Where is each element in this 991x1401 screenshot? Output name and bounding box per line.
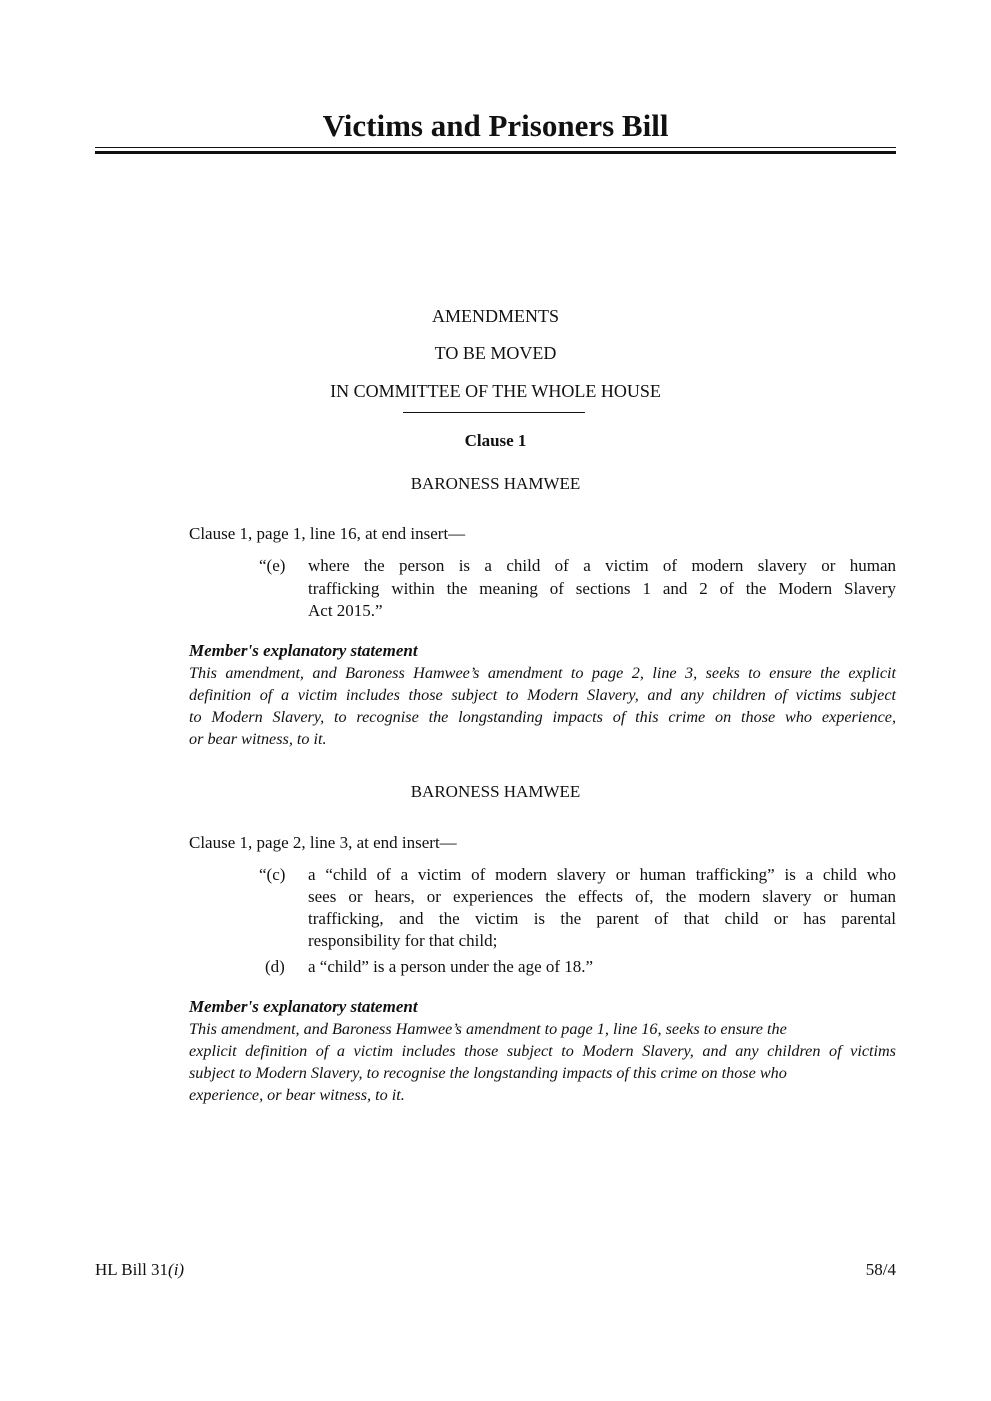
- item-label: “(e): [259, 556, 286, 575]
- statement-line: definition of a victim includes those subject to Modern Slavery, and any children of victims subject: [189, 686, 896, 704]
- title-rule: [95, 147, 896, 148]
- member-name: BARONESS HAMWEE: [410, 474, 581, 493]
- statement-line: experience, or bear witness, to it.: [189, 1086, 405, 1104]
- amendment-instruction: Clause 1, page 2, line 3, at end insert—: [189, 833, 457, 852]
- item-line: trafficking, and the victim is the parent of that child or has parental: [308, 909, 896, 928]
- statement-line: This amendment, and Baroness Hamwee’s amendment to page 2, line 3, seeks to ensure the explicit: [189, 664, 896, 682]
- statement-heading: Member's explanatory statement: [189, 997, 418, 1016]
- item-label: (d): [265, 957, 285, 976]
- statement-line: or bear witness, to it.: [189, 730, 327, 748]
- item-line: Act 2015.”: [308, 601, 383, 620]
- heading-amendments: AMENDMENTS: [431, 306, 559, 326]
- item-line: a “child” is a person under the age of 18.”: [308, 957, 594, 976]
- amendment-instruction: Clause 1, page 1, line 16, at end insert—: [189, 524, 466, 543]
- item-line: where the person is a child of a victim of modern slavery or human: [308, 556, 896, 575]
- document-title: Victims and Prisoners Bill: [322, 108, 669, 143]
- item-label: “(c): [259, 865, 286, 884]
- statement-line: to Modern Slavery, to recognise the longstanding impacts of this crime on those who experience,: [189, 708, 896, 726]
- heading-rule: [403, 412, 585, 413]
- bill-suffix: (i): [168, 1260, 185, 1279]
- heading-to-be-moved: TO BE MOVED: [434, 343, 557, 363]
- statement-heading: Member's explanatory statement: [189, 641, 418, 660]
- footer-reference: 58/4: [865, 1260, 896, 1279]
- statement-line: This amendment, and Baroness Hamwee’s amendment to page 1, line 16, seeks to ensure the: [189, 1020, 787, 1038]
- item-line: a “child of a victim of modern slavery or human trafficking” is a child who: [308, 865, 896, 884]
- statement-line: subject to Modern Slavery, to recognise the longstanding impacts of this crime on those who: [189, 1064, 787, 1082]
- title-rule-thick: [95, 151, 896, 154]
- item-line: responsibility for that child;: [308, 931, 498, 950]
- clause-heading: Clause 1: [464, 431, 527, 450]
- item-line: sees or hears, or experiences the effects of, the modern slavery or human: [308, 887, 896, 906]
- bill-number: HL Bill 31: [95, 1260, 169, 1279]
- item-line: trafficking within the meaning of sections 1 and 2 of the Modern Slavery: [308, 579, 896, 598]
- heading-committee: IN COMMITTEE OF THE WHOLE HOUSE: [330, 381, 661, 401]
- statement-line: explicit definition of a victim includes those subject to Modern Slavery, and any children of victims: [189, 1042, 896, 1060]
- footer-bill-number: [95, 1259, 184, 1281]
- member-name: BARONESS HAMWEE: [410, 782, 581, 801]
